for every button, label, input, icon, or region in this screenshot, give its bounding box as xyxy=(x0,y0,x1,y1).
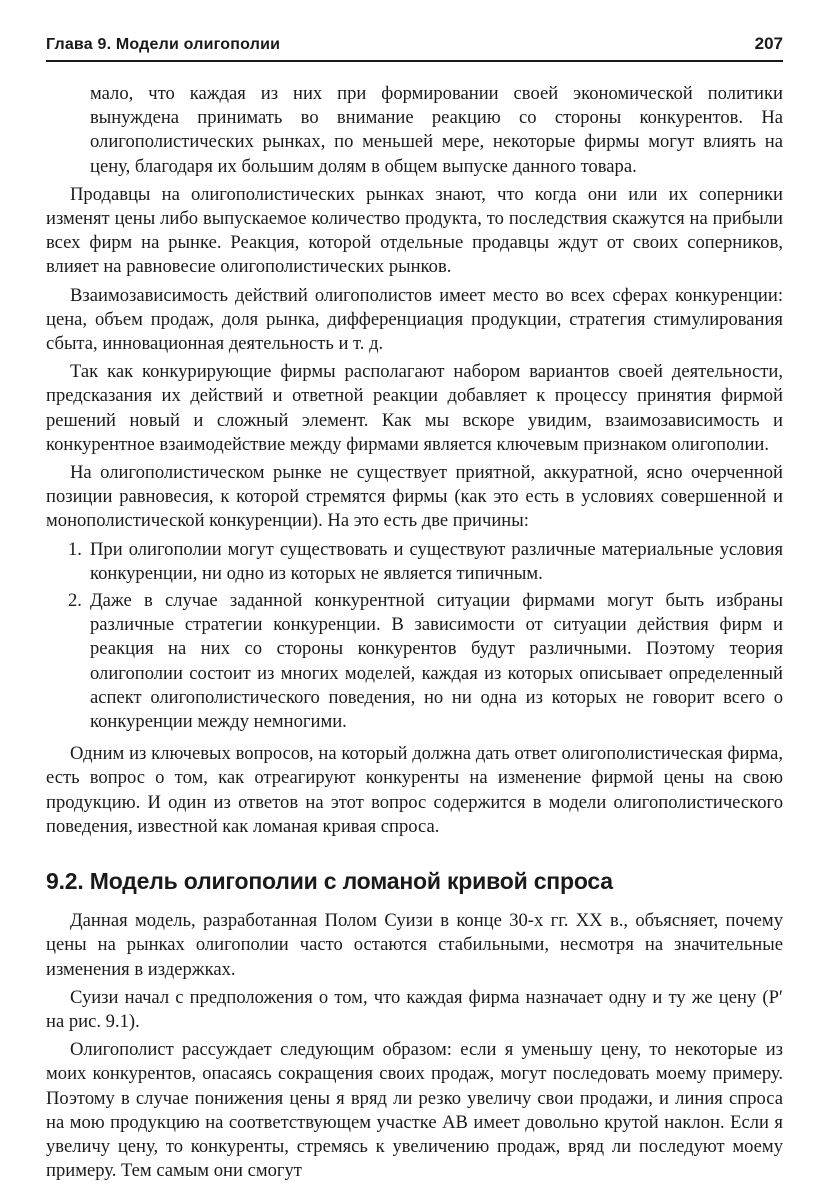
running-header xyxy=(46,32,783,62)
paragraph-oligopolist-reasoning: Олигополист рассуждает следующим образом: если я уменьшу цену, то некоторые из моих конкурентов, опасаясь сокращения своих продаж, могут последовать моему примеру. Поэтому в случае понижения цены я вряд ли резко увеличу свои продажи, и линия спроса на мою продукцию на соответствующем участке AB имеет довольно крутой наклон. Если я увеличу цену, то конкуренты, стремясь к увеличению продаж, вряд ли последуют моему примеру. Тем самым они смогут xyxy=(46,1039,783,1182)
reasons-list xyxy=(46,538,783,735)
list-item-number: 2. xyxy=(68,590,82,612)
paragraph-key-question: Одним из ключевых вопросов, на который должна дать ответ олигополистическая фирма, есть вопрос о том, как отреагируют конкуренты на изменение фирмой цены на свою продукцию. И один из ответов на этот вопрос содержится в модели олигополистического поведения, известной как ломаная кривая спроса. xyxy=(46,743,783,837)
list-item xyxy=(46,589,783,734)
list-item-text: При олигополии могут существовать и существуют различные материальные условия конкуренции, ни одно из которых не является типичным. xyxy=(90,538,783,584)
paragraph-competing-firms: Так как конкурирующие фирмы располагают набором вариантов своей деятельности, предсказания их действий и ответной реакции добавляет к процессу принятия фирмой решений новый и сложный элемент. Как мы вскоре увидим, взаимозависимость и конкурентное взаимодействие между фирмами является ключевым признаком олигополии. xyxy=(46,361,783,455)
paragraph-sweezy-assumption: Суизи начал с предположения о том, что каждая фирма назначает одну и ту же цену (P′ на рис. 9.1). xyxy=(46,986,783,1032)
section-heading: 9.2. Модель олигополии с ломаной кривой спроса xyxy=(46,868,613,895)
intro-continuation: мало, что каждая из них при формировании своей экономической политики вынуждена принимать во внимание реакцию со стороны конкурентов. На олигополистических рынках, по меньшей мере, некоторые фирмы могут влиять на цену, благодаря их большим долям в общем выпуске данного товара. xyxy=(90,83,783,177)
paragraph-sweezy-model: Данная модель, разработанная Полом Суизи в конце 30-х гг. XX в., объясняет, почему цены на рынках олигополии часто остаются стабильными, несмотря на значительные изменения в издержках. xyxy=(46,910,783,980)
list-item xyxy=(46,538,783,586)
list-item-text: Даже в случае заданной конкурентной ситуации фирмами могут быть избраны различные стратегии конкуренции. В зависимости от ситуации действия фирм и реакция на них со стороны конкурентов будут различными. Поэтому теория олигополии состоит из многих моделей, каждая из которых описывает определенный аспект олигополистического поведения, но ни одна из которых не говорит всего о конкуренции между немногими. xyxy=(90,590,783,733)
paragraph-no-equilibrium: На олигополистическом рынке не существует приятной, аккуратной, ясно очерченной позиции равновесия, к которой стремятся фирмы (как это есть в условиях совершенной и монополистической конкуренции). На это есть две причины: xyxy=(46,462,783,532)
paragraph-sellers: Продавцы на олигополистических рынках знают, что когда они или их соперники изменят цены либо выпускаемое количество продукта, то последствия скажутся на прибыли всех фирм на рынке. Реакция, которой отдельные продавцы ждут от своих соперников, влияет на равновесие олигополистических рынков. xyxy=(46,183,783,278)
list-item-number: 1. xyxy=(68,538,82,560)
page-number: 207 xyxy=(754,34,783,53)
chapter-title: Глава 9. Модели олигополии xyxy=(46,36,281,53)
paragraph-interdependence: Взаимозависимость действий олигополистов имеет место во всех сферах конкуренции: цена, объем продаж, доля рынка, дифференциация продукции, стратегия стимулирования сбыта, инновационная деятельность и т. д. xyxy=(46,284,783,355)
page-body xyxy=(46,82,783,1187)
